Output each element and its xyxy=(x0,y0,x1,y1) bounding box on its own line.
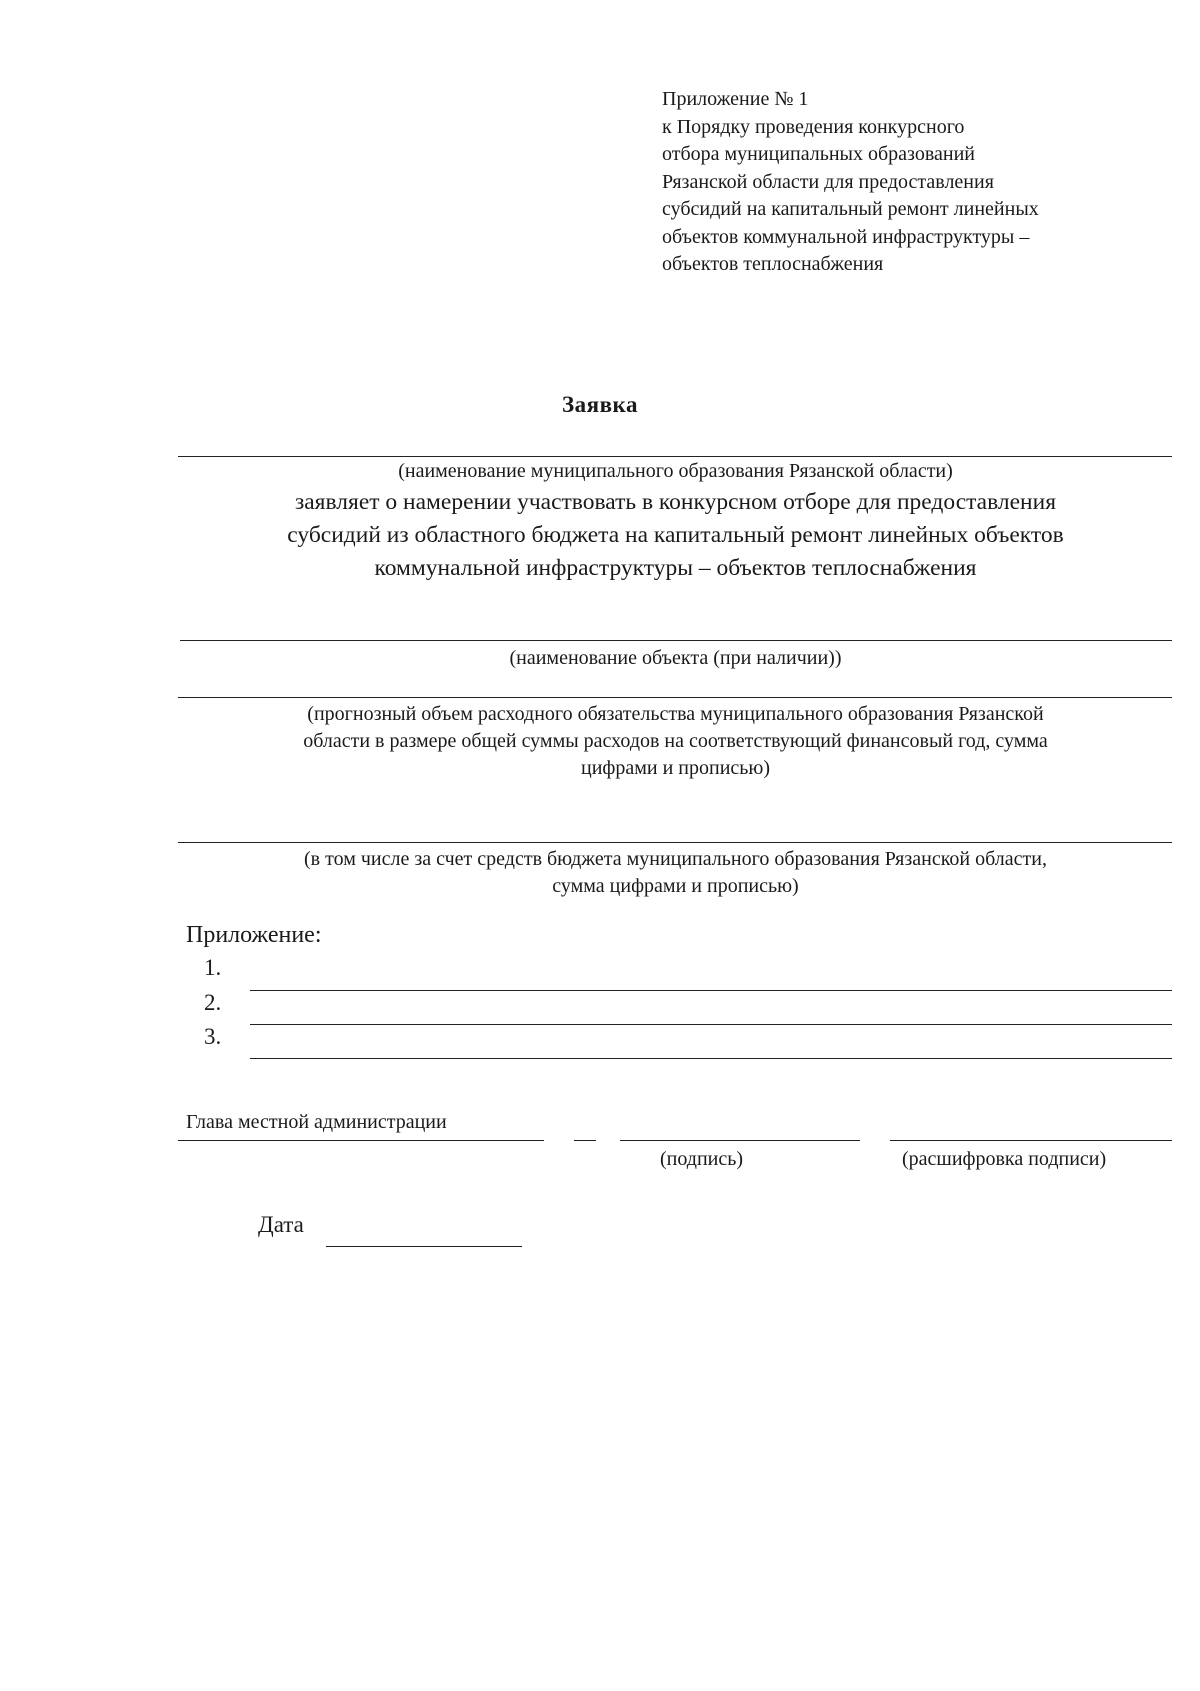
date-label: Дата xyxy=(258,1212,304,1237)
document-title: Заявка xyxy=(562,392,638,417)
date-line xyxy=(326,1246,522,1247)
annex-line: к Порядку проведения конкурсного xyxy=(662,115,965,138)
attachment-line xyxy=(250,1058,1172,1059)
head-label-line xyxy=(178,1140,544,1141)
statement-line: заявляет о намерении участвовать в конкурсном отборе для предоставления xyxy=(294,489,1057,515)
attachment-number: 2. xyxy=(204,990,222,1015)
local-budget-caption-line: (в том числе за счет средств бюджета муниципального образования Рязанской области, xyxy=(304,848,1047,870)
annex-header xyxy=(662,86,1132,279)
signature-caption: (подпись) xyxy=(660,1148,744,1170)
forecast-caption xyxy=(178,701,1173,782)
annex-line: отбора муниципальных образований xyxy=(662,143,975,165)
forecast-line xyxy=(178,697,1172,698)
attachment-line xyxy=(250,990,1172,991)
forecast-caption-line: (прогнозный объем расходного обязательства муниципального образования Рязанской xyxy=(307,703,1044,725)
attachments-title: Приложение: xyxy=(186,922,322,948)
signature-dash xyxy=(574,1140,596,1141)
annex-line: Рязанской области для предоставления xyxy=(662,170,994,193)
head-of-administration-label: Глава местной администрации xyxy=(186,1111,447,1133)
attachment-number: 1. xyxy=(204,955,222,980)
municipality-caption: (наименование муниципального образования Рязанской области) xyxy=(398,460,953,482)
object-caption: (наименование объекта (при наличии)) xyxy=(509,647,842,669)
forecast-caption-line: области в размере общей суммы расходов на соответствующий финансовый год, сумма xyxy=(303,730,1048,752)
signature-line xyxy=(620,1140,860,1141)
statement-text xyxy=(178,486,1173,585)
annex-line: объектов коммунальной инфраструктуры – xyxy=(662,225,1030,248)
local-budget-caption-line: сумма цифрами и прописью) xyxy=(552,875,799,897)
object-name-line xyxy=(180,640,1172,641)
signature-decoding-line xyxy=(890,1140,1172,1141)
annex-line: субсидий на капитальный ремонт линейных xyxy=(662,198,1039,220)
annex-line: Приложение № 1 xyxy=(662,88,809,110)
annex-line: объектов теплоснабжения xyxy=(662,253,884,275)
attachment-number: 3. xyxy=(204,1024,222,1049)
local-budget-line xyxy=(178,842,1172,843)
local-budget-caption xyxy=(178,846,1173,900)
attachment-line xyxy=(250,1024,1172,1025)
forecast-caption-line: цифрами и прописью) xyxy=(580,757,770,779)
statement-line: субсидий из областного бюджета на капитальный ремонт линейных объектов xyxy=(287,522,1064,548)
statement-line: коммунальной инфраструктуры – объектов теплоснабжения xyxy=(374,555,977,581)
municipality-name-line xyxy=(178,456,1172,457)
signature-decoding-caption: (расшифровка подписи) xyxy=(902,1148,1107,1170)
